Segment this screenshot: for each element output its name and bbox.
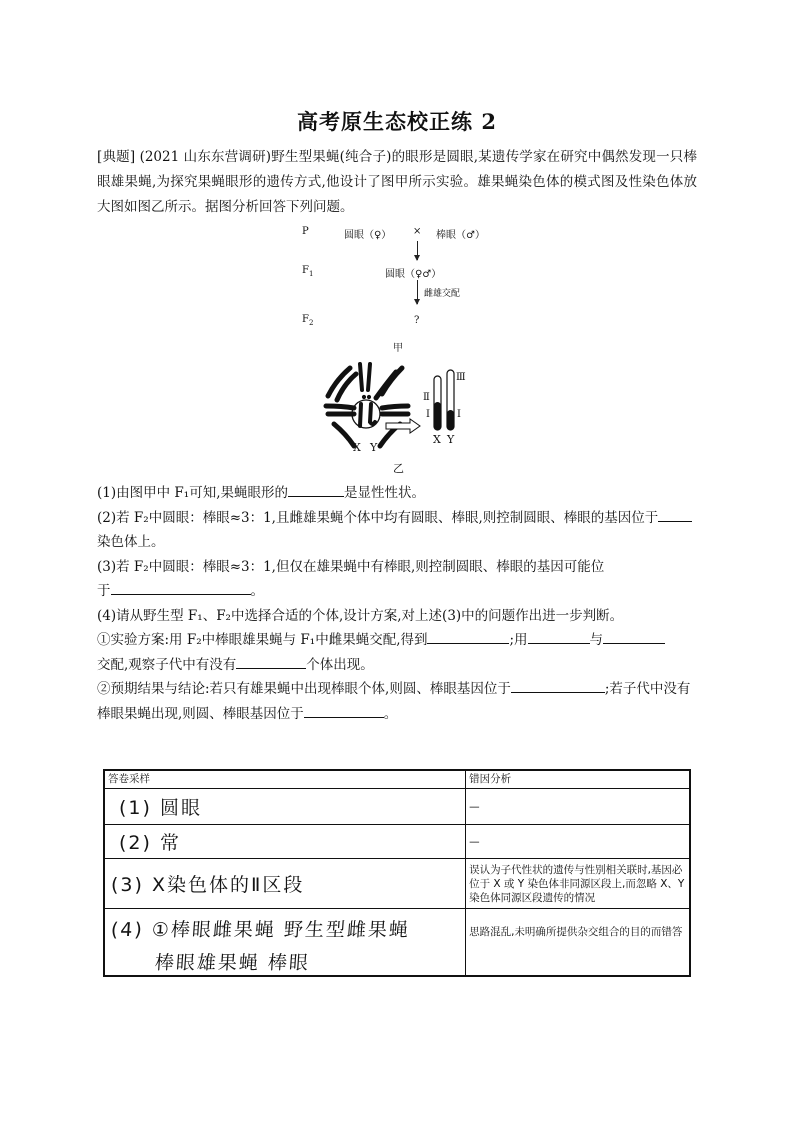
cross-diagram <box>0 0 794 360</box>
handwritten-answer: (3) X染色体的Ⅱ区段 <box>111 874 305 896</box>
f2-value: ? <box>414 315 420 326</box>
handwritten-answer: (4) ①棒眼雌果蝇 野生型雌果蝇 <box>110 919 411 941</box>
table-row <box>104 909 690 977</box>
answer-blank[interactable] <box>603 629 665 644</box>
chrom-label-i-left: Ⅰ <box>426 409 430 420</box>
answer-blank[interactable] <box>288 482 344 497</box>
question-2: (2)若 F₂中圆眼：棒眼≈3：1,且雌雄果蝇个体中均有圆眼、棒眼,则控制圆眼、棒眼的基因位于染色体上。 <box>97 506 699 555</box>
answer-blank[interactable] <box>511 678 605 693</box>
question-4: (4)请从野生型 F₁、F₂中选择合适的个体,设计方案,对上述(3)中的问题作出进一步判断。 <box>97 607 624 624</box>
analysis-cell: — <box>466 789 690 825</box>
label-y-enlarged: Y <box>447 433 455 446</box>
table-row <box>104 859 690 909</box>
answer-blank[interactable] <box>304 703 384 718</box>
handwritten-answer: (2) 常 <box>119 832 181 854</box>
arrow-f1-f2 <box>417 280 418 304</box>
answer-table <box>103 769 691 977</box>
question-4-plan: ①实验方案:用 F₂中棒眼雄果蝇与 F₁中雌果蝇交配,得到 ;用 与 交配,观察子代中有没有 个体出现。 <box>97 628 699 677</box>
analysis-cell: 思路混乱,未明确所提供杂交组合的目的而错答 <box>466 909 690 977</box>
question-3: (3)若 F₂中圆眼：棒眼≈3：1,但仅在雄果蝇中有棒眼,则控制圆眼、棒眼的基因可能位 于 。 <box>97 558 605 599</box>
handwritten-answer: 棒眼雄果蝇 棒眼 <box>154 952 311 974</box>
analysis-cell: — <box>466 825 690 859</box>
f1-value: 圆眼（♀♂） <box>385 269 442 280</box>
page-title: 高考原生态校正练 2 <box>297 109 497 134</box>
arrow-p-f1 <box>417 241 418 260</box>
table-row <box>104 825 690 859</box>
f2-label: $F_2$ <box>302 314 314 327</box>
handwritten-answer: (1) 圆眼 <box>119 797 202 819</box>
male-karyotype-drawing <box>326 364 408 446</box>
answer-blank[interactable] <box>236 654 306 669</box>
answer-blank[interactable] <box>111 580 251 595</box>
chrom-label-i-right: Ⅰ <box>457 409 461 420</box>
intro-paragraph: [典题] (2021 山东东营调研)野生型果蝇(纯合子)的眼形是圆眼,某遗传学家在研究中偶然发现一只棒眼雄果蝇,为探究果蝇眼形的遗传方式,他设计了图甲所示实验。雄果蝇染色体的模式图及性染色体放大图如图乙所示。据图分析回答下列问题。 <box>97 149 697 215</box>
p-label: P <box>302 226 309 237</box>
table-header-row <box>104 770 690 789</box>
cross-symbol: × <box>413 226 422 237</box>
label-x-enlarged: X <box>433 433 441 446</box>
chrom-label-ii: Ⅱ <box>423 392 430 403</box>
chrom-label-iii: Ⅲ <box>456 372 466 383</box>
label-y-cell: Y <box>370 441 378 454</box>
questions-block <box>97 481 699 726</box>
answer-blank[interactable] <box>658 507 692 522</box>
question-4-prediction: ②预期结果与结论:若只有雄果蝇中出现棒眼个体,则圆、棒眼基因位于 ;若子代中没有棒眼果蝇出现,则圆、棒眼基因位于 。 <box>97 677 699 726</box>
question-1: (1)由图甲中 F₁可知,果蝇眼形的 是显性性状。 <box>97 481 699 506</box>
figure-a-caption: 甲 <box>393 343 403 354</box>
col-answer-sample: 答卷采样 <box>104 770 466 789</box>
answer-blank[interactable] <box>427 629 509 644</box>
col-error-analysis: 错因分析 <box>466 770 690 789</box>
p-female: 圆眼（♀） <box>344 230 392 241</box>
mating-label: 雌雄交配 <box>424 289 461 299</box>
table-row <box>104 789 690 825</box>
y-homologous-segment <box>447 410 454 430</box>
analysis-cell: 误认为子代性状的遗传与性别相关联时,基因必位于 X 或 Y 染色体非同源区段上,而忽略 X、Y 染色体同源区段遗传的情况 <box>466 859 690 909</box>
x-homologous-segment <box>434 402 441 430</box>
figure-b-caption: 乙 <box>393 462 404 475</box>
f1-label: $F_1$ <box>302 265 314 278</box>
answer-blank[interactable] <box>528 629 590 644</box>
label-x-cell: X <box>353 441 361 454</box>
p-male: 棒眼（♂） <box>436 230 485 241</box>
